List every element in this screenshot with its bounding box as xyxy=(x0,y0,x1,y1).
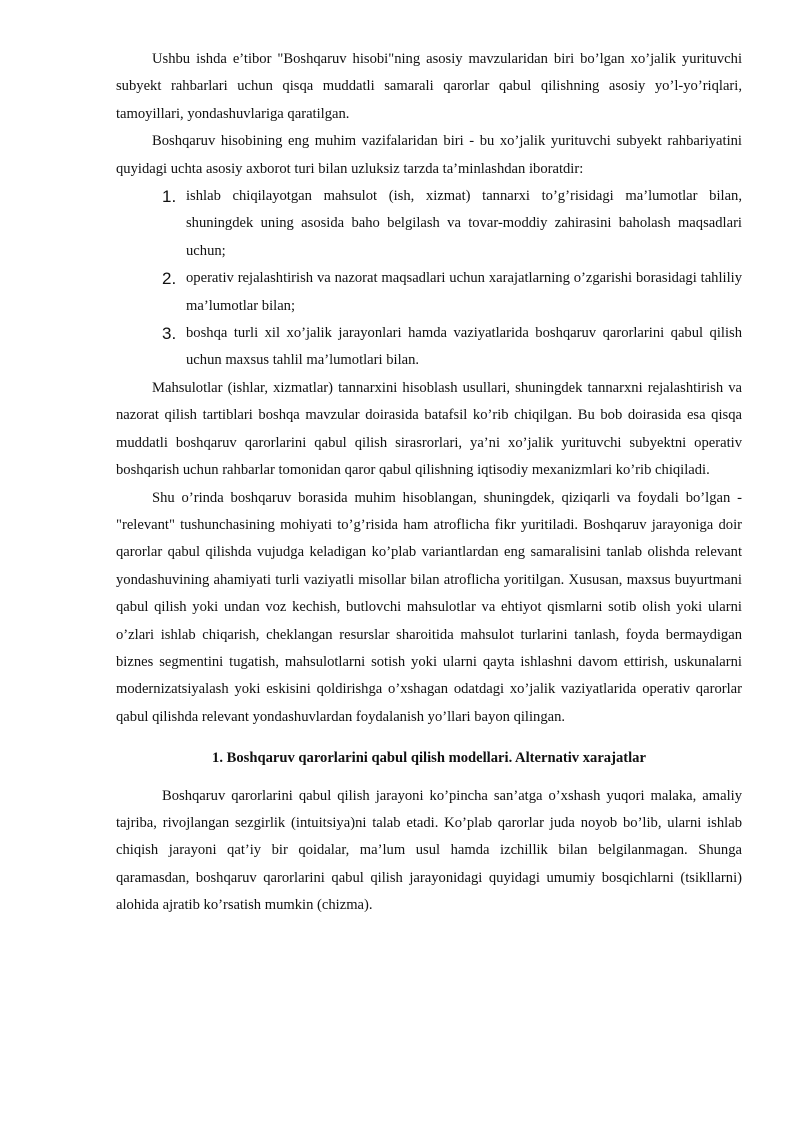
intro-paragraph-1: Ushbu ishda e’tibor "Boshqaruv hisobi"ning asosiy mavzularidan biri bo’lgan xo’jalik yurituvchi subyekt rahbarlari uchun qisqa muddatli samarali qarorlar qabul qilishning asosiy yo’l-yo’riqlari, tamoyillari, yondashuvlariga qaratilgan. xyxy=(116,51,742,122)
body-paragraph-2: Shu o’rinda boshqaruv borasida muhim hisoblangan, shuningdek, qiziqarli va foydali bo’lgan - "relevant" tushunchasining mohiyati to’g’risida ham atroflicha fikr yuritiladi. Boshqaruv jarayoniga doir qarorlar qabul qilishda vujudga keladigan ko’plab variantlardan eng samaralisini tanlab olishda relevant yondashuvining ahamiyati turli vaziyatli misollar bilan atroflicha yoritilgan. Xususan, maxsus buyurtmani qabul qilish yoki undan voz kechish, butlovchi mahsulotlar va ehtiyot qismlarni sotib olish yoki ularni o’zlari ishlab chiqarish, cheklangan resurslar sharoitida mahsulot turlarini tanlash, foyda bermaydigan biznes segmentini tugatish, mahsulotlarni sotish yoki ularni qayta ishlashni davom ettirish, uskunalarni modernizatsiyalash yoki eskisini qoldirishga o’xshagan odatdagi xo’jalik vaziyatlarida operativ qarorlar qabul qilishda relevant yondashuvlardan foydalanish yo’llari bayon qilingan. xyxy=(116,489,742,725)
list-item-number: 2. xyxy=(162,269,177,289)
list-item xyxy=(162,183,742,265)
information-types-list xyxy=(116,183,742,375)
list-item xyxy=(162,320,742,375)
intro-paragraph-2: Boshqaruv hisobining eng muhim vazifalaridan biri - bu xo’jalik yurituvchi subyekt rahbariyatini quyidagi uchta asosiy axborot turi bilan uzluksiz tarzda ta’minlashdan iboratdir: xyxy=(116,133,742,177)
list-item-text: boshqa turli xil xo’jalik jarayonlari hamda vaziyatlarida boshqaruv qarorlarini qabul qilish uchun maxsus tahlil ma’lumotlari bilan. xyxy=(186,325,742,369)
body-paragraph-1: Mahsulotlar (ishlar, xizmatlar) tannarxini hisoblash usullari, shuningdek tannarxni rejalashtirish va nazorat qilish tartiblari boshqa mavzular doirasida batafsil ko’rib chiqilgan. Bu bob doirasida esa qisqa muddatli boshqaruv qarorlarini qabul qilish sirasrorlari, ya’ni xo’jalik yurituvchi subyektni operativ boshqarish uchun rahbarlar tomonidan qaror qabul qilishning iqtisodiy mexanizmlari ko’rib chiqiladi. xyxy=(116,379,742,479)
section-paragraph: Boshqaruv qarorlarini qabul qilish jarayoni ko’pincha san’atga o’xshash yuqori malaka, amaliy tajriba, rivojlangan sezgirlik (intuitsiya)ni talab etadi. Ko’plab qarorlar juda noyob bo’lib, ularni ishlab chiqish jarayoni qat’iy bir qoidalar, ma’lum usul hamda izchillik bilan belgilanmagan. Shunga qaramasdan, boshqaruv qarorlarini qabul qilish jarayonidagi quyidagi umumiy bosqichlarni (tsikllarni) alohida ajratib ko’rsatish mumkin (chizma). xyxy=(116,787,742,914)
list-item-text: ishlab chiqilayotgan mahsulot (ish, xizmat) tannarxi to’g’risidagi ma’lumotlar bilan, shuningdek uning asosida baho belgilash va tovar-moddiy zahirasini baholash maqsadlari uchun; xyxy=(186,188,742,259)
list-item-number: 1. xyxy=(162,187,177,207)
section-heading: 1. Boshqaruv qarorlarini qabul qilish modellari. Alternativ xarajatlar xyxy=(212,750,646,767)
list-item-number: 3. xyxy=(162,324,177,344)
list-item-text: operativ rejalashtirish va nazorat maqsadlari uchun xarajatlarning o’zgarishi borasidagi tahliliy ma’lumotlar bilan; xyxy=(186,270,742,314)
list-item xyxy=(162,265,742,320)
